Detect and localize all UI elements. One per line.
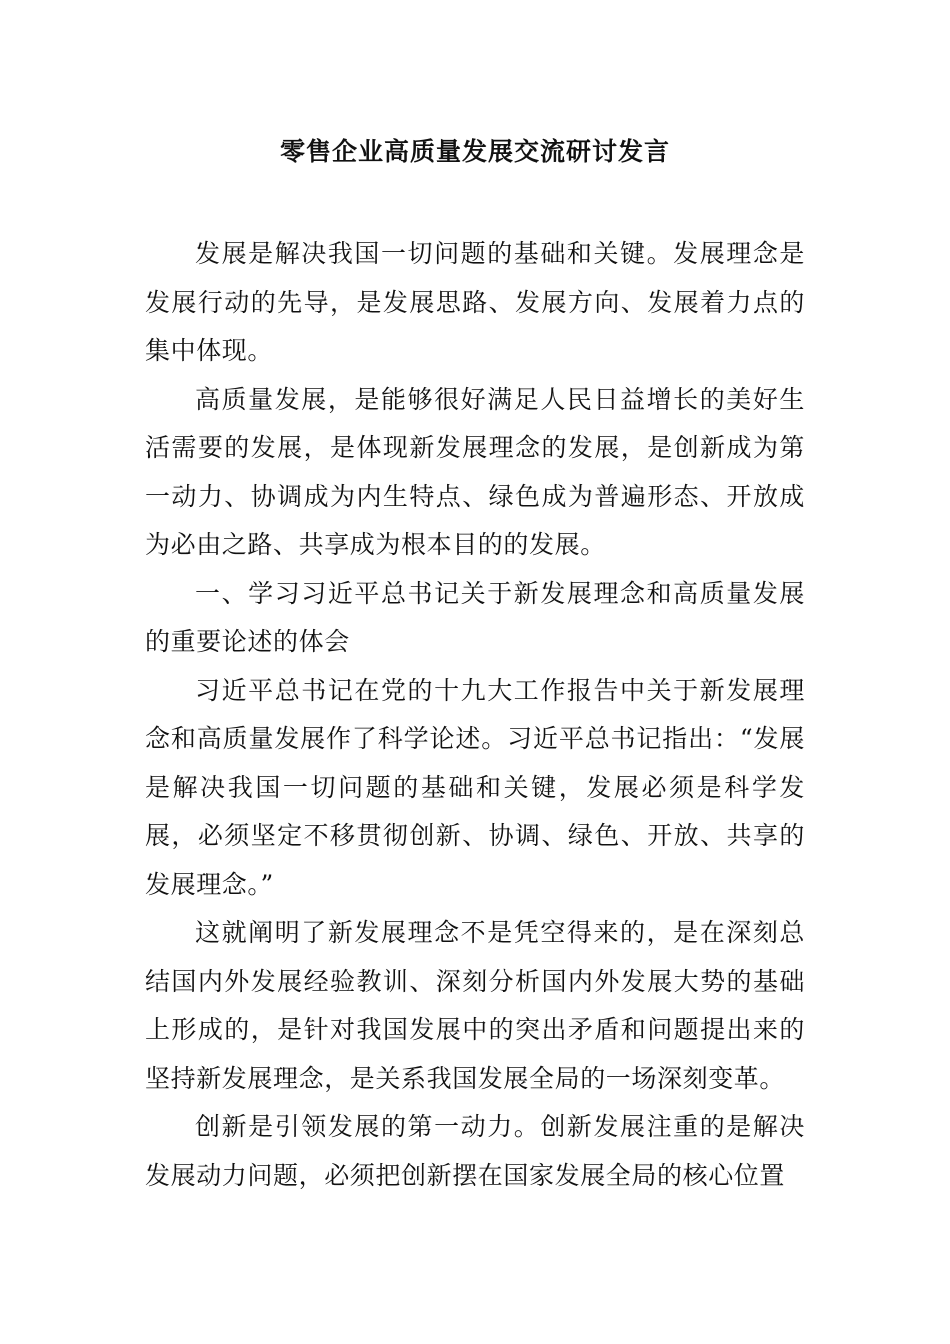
document-body xyxy=(145,230,805,1200)
paragraph-3: 习近平总书记在党的十九大工作报告中关于新发展理念和高质量发展作了科学论述。习近平总书记指出：“发展是解决我国一切问题的基础和关键，发展必须是科学发展，必须坚定不移贯彻创新、协调、绿色、开放、共享的发展理念。” xyxy=(145,675,805,899)
paragraph-5: 创新是引领发展的第一动力。创新发展注重的是解决发展动力问题，必须把创新摆在国家发展全局的核心位置 xyxy=(145,1112,805,1190)
document-title: 零售企业高质量发展交流研讨发言 xyxy=(279,137,670,166)
section-heading-1: 一、学习习近平总书记关于新发展理念和高质量发展的重要论述的体会 xyxy=(145,578,805,656)
paragraph-2: 高质量发展，是能够很好满足人民日益增长的美好生活需要的发展，是体现新发展理念的发展，是创新成为第一动力、协调成为内生特点、绿色成为普遍形态、开放成为必由之路、共享成为根本目的的发展。 xyxy=(145,384,805,559)
paragraph-1: 发展是解决我国一切问题的基础和关键。发展理念是发展行动的先导，是发展思路、发展方向、发展着力点的集中体现。 xyxy=(145,239,805,365)
paragraph-4: 这就阐明了新发展理念不是凭空得来的，是在深刻总结国内外发展经验教训、深刻分析国内外发展大势的基础上形成的，是针对我国发展中的突出矛盾和问题提出来的坚持新发展理念，是关系我国发展全局的一场深刻变革。 xyxy=(145,918,805,1093)
